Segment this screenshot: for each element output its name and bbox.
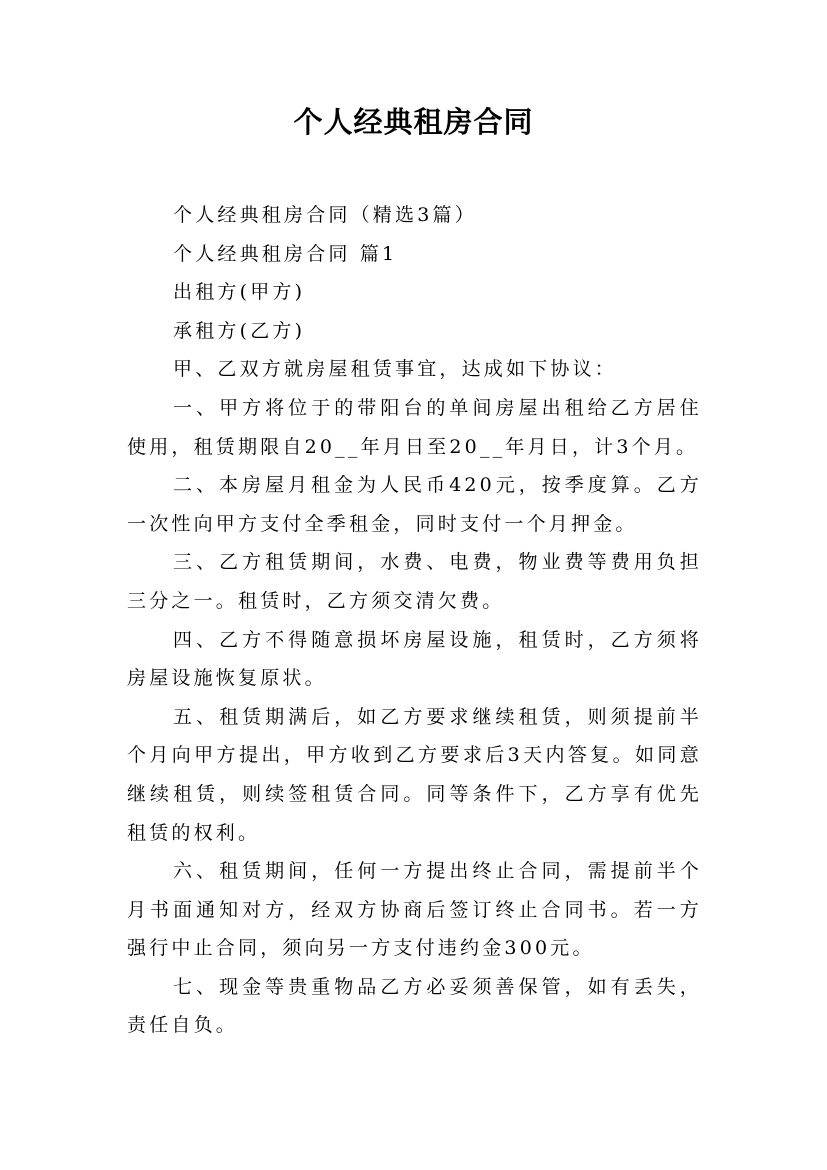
document-body — [127, 196, 702, 1045]
paragraph-agreement-intro: 甲、乙双方就房屋租赁事宜，达成如下协议： — [173, 358, 618, 381]
paragraph-clause-3: 三、乙方租赁期间，水费、电费，物业费等费用负担三分之一。租赁时，乙方须交清欠费。 — [127, 551, 702, 612]
paragraph-clause-7: 七、现金等贵重物品乙方必妥须善保管，如有丢失，责任自负。 — [127, 975, 702, 1037]
paragraph-clause-6: 六、租赁期间，任何一方提出终止合同，需提前半个月书面通知对方，经双方协商后签订终止合同书。若一方强行中止合同，须向另一方支付违约金300元。 — [127, 860, 702, 960]
paragraph-clause-2: 二、本房屋月租金为人民币420元，按季度算。乙方一次性向甲方支付全季租金，同时支付一个月押金。 — [127, 474, 702, 535]
paragraph-chapter-heading: 个人经典租房合同 篇1 — [173, 242, 398, 265]
paragraph-lessee: 承租方(乙方) — [173, 319, 306, 342]
paragraph-clause-1: 一、甲方将位于的带阳台的单间房屋出租给乙方居住使用，租赁期限自20__年月日至20__年月日，计3个月。 — [127, 396, 702, 458]
paragraph-subtitle: 个人经典租房合同（精选3篇） — [173, 204, 477, 226]
document-title: 个人经典租房合同 — [293, 105, 534, 139]
paragraph-lessor: 出租方(甲方) — [173, 281, 306, 304]
paragraph-clause-5: 五、租赁期满后，如乙方要求继续租赁，则须提前半个月向甲方提出，甲方收到乙方要求后3天内答复。如同意继续租赁，则续签租赁合同。同等条件下，乙方享有优先租赁的权利。 — [127, 705, 702, 844]
paragraph-clause-4: 四、乙方不得随意损坏房屋设施，租赁时，乙方须将房屋设施恢复原状。 — [127, 628, 702, 690]
